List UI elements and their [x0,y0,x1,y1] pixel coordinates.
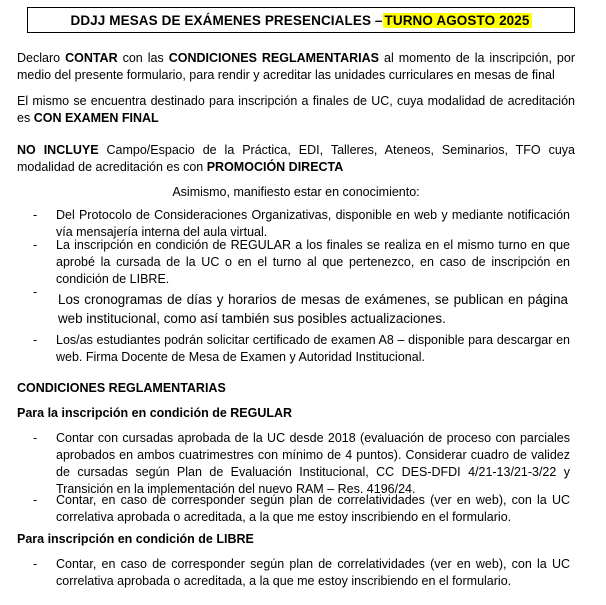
bold-text-run: CONTAR [65,51,118,65]
text-run: con las [117,51,169,65]
intro-paragraph-4: Asimismo, manifiesto estar en conocimiento: [172,185,420,199]
list-item: Contar con cursadas aprobada de la UC desde 2018 (evaluación de proceso con parciales aprobados en ambos cuatrimestres con mínimo de 4 puntos). Considerar cuadro de validez de cursadas según Plan de Evaluación Institucional, CC DES-DFDI 4/21-13/21-3/22 y Transición en la implementación del nuevo RAM – Res. 4196/24. [56,431,570,496]
list-item: Del Protocolo de Consideraciones Organizativas, disponible en web y mediante notificación vía mensajería interna del aula virtual. [56,208,570,239]
title-prefix: DDJJ MESAS DE EXÁMENES PRESENCIALES – [70,12,383,28]
list-item: Contar, en caso de corresponder según plan de correlatividades (ver en web), con la UC correlativa aprobada o acreditada, a la que me estoy inscribiendo en el formulario. [56,557,570,588]
list-bullet: - [33,333,38,347]
text-run: al momento de la inscripción, por medio del presente formulario, para rendir y acreditar las unidades curriculares en mesas de final [17,51,575,82]
text-run: El mismo se encuentra destinado para inscripción a finales de UC, cuya modalidad de acreditación es [17,94,575,125]
conditions-heading: CONDICIONES REGLAMENTARIAS [17,381,226,395]
bold-text-run: CONDICIONES REGLAMENTARIAS [168,51,380,65]
document-title [27,7,575,33]
libre-heading: Para inscripción en condición de LIBRE [17,532,254,546]
bold-text-run: NO INCLUYE [17,143,99,157]
title-highlight: TURNO AGOSTO 2025 [384,12,530,28]
regular-heading: Para la inscripción en condición de REGULAR [17,406,293,420]
list-item: La inscripción en condición de REGULAR a los finales se realiza en el mismo turno en que aprobé la cursada de la UC o en el turno al que pertenezco, en caso de inscripción en condición de LIBRE. [56,238,570,286]
intro-paragraph-3 [17,142,575,176]
intro-paragraph-2 [17,93,575,127]
text-run: Campo/Espacio de la Práctica, EDI, Talleres, Ateneos, Seminarios, TFO cuya modalidad de acreditación es con [17,143,575,174]
list-bullet: - [33,557,38,571]
list-bullet: - [33,493,38,507]
bold-text-run: PROMOCIÓN DIRECTA [206,160,344,174]
list-item: Los cronogramas de días y horarios de mesas de exámenes, se publican en página web institucional, como así también sus posibles actualizaciones. [58,292,568,326]
list-item: Contar, en caso de corresponder según plan de correlatividades (ver en web), con la UC correlativa aprobada o acreditada, a la que me estoy inscribiendo en el formulario. [56,493,570,524]
list-bullet: - [33,431,38,445]
list-item: Los/as estudiantes podrán solicitar certificado de examen A8 – disponible para descargar en web. Firma Docente de Mesa de Examen y Autoridad Institucional. [56,333,570,364]
intro-paragraph-1 [17,50,575,84]
bold-text-run: CON EXAMEN FINAL [33,111,159,125]
list-bullet: - [33,238,38,252]
list-bullet: - [33,208,38,222]
list-bullet: - [33,285,38,299]
text-run: Declaro [17,51,66,65]
